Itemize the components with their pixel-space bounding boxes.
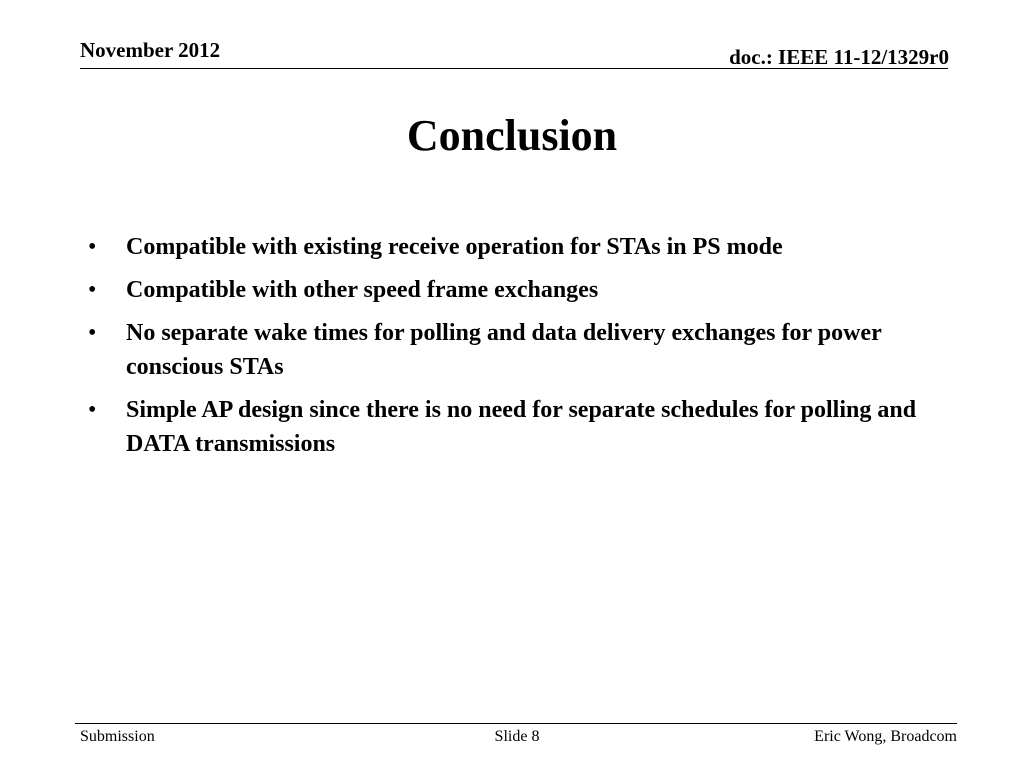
- bullet-icon: •: [88, 397, 97, 423]
- footer-submission: Submission: [80, 728, 155, 745]
- footer-divider: [75, 723, 957, 724]
- header-date: November 2012: [80, 38, 221, 62]
- bullet-item: [88, 393, 938, 461]
- bullet-text: Simple AP design since there is no need for separate schedules for polling and DATA transmissions: [126, 397, 917, 457]
- header-divider: [80, 68, 948, 69]
- bullet-item: [88, 230, 938, 264]
- bullet-item: [88, 316, 938, 384]
- bullet-icon: •: [88, 277, 97, 303]
- bullet-text: Compatible with other speed frame exchanges: [126, 277, 599, 303]
- document-id: doc.: IEEE 11-12/1329r0: [729, 45, 949, 69]
- bullet-text: Compatible with existing receive operation for STAs in PS mode: [126, 234, 783, 260]
- bullet-icon: •: [88, 320, 97, 346]
- slide-title: Conclusion: [406, 111, 618, 160]
- bullet-text: No separate wake times for polling and data delivery exchanges for power conscious STAs: [126, 320, 882, 380]
- footer-author: Eric Wong, Broadcom: [814, 728, 957, 745]
- bullet-list: [88, 230, 938, 470]
- slide-number: Slide 8: [494, 728, 540, 745]
- bullet-item: [88, 273, 938, 307]
- bullet-icon: •: [88, 234, 97, 260]
